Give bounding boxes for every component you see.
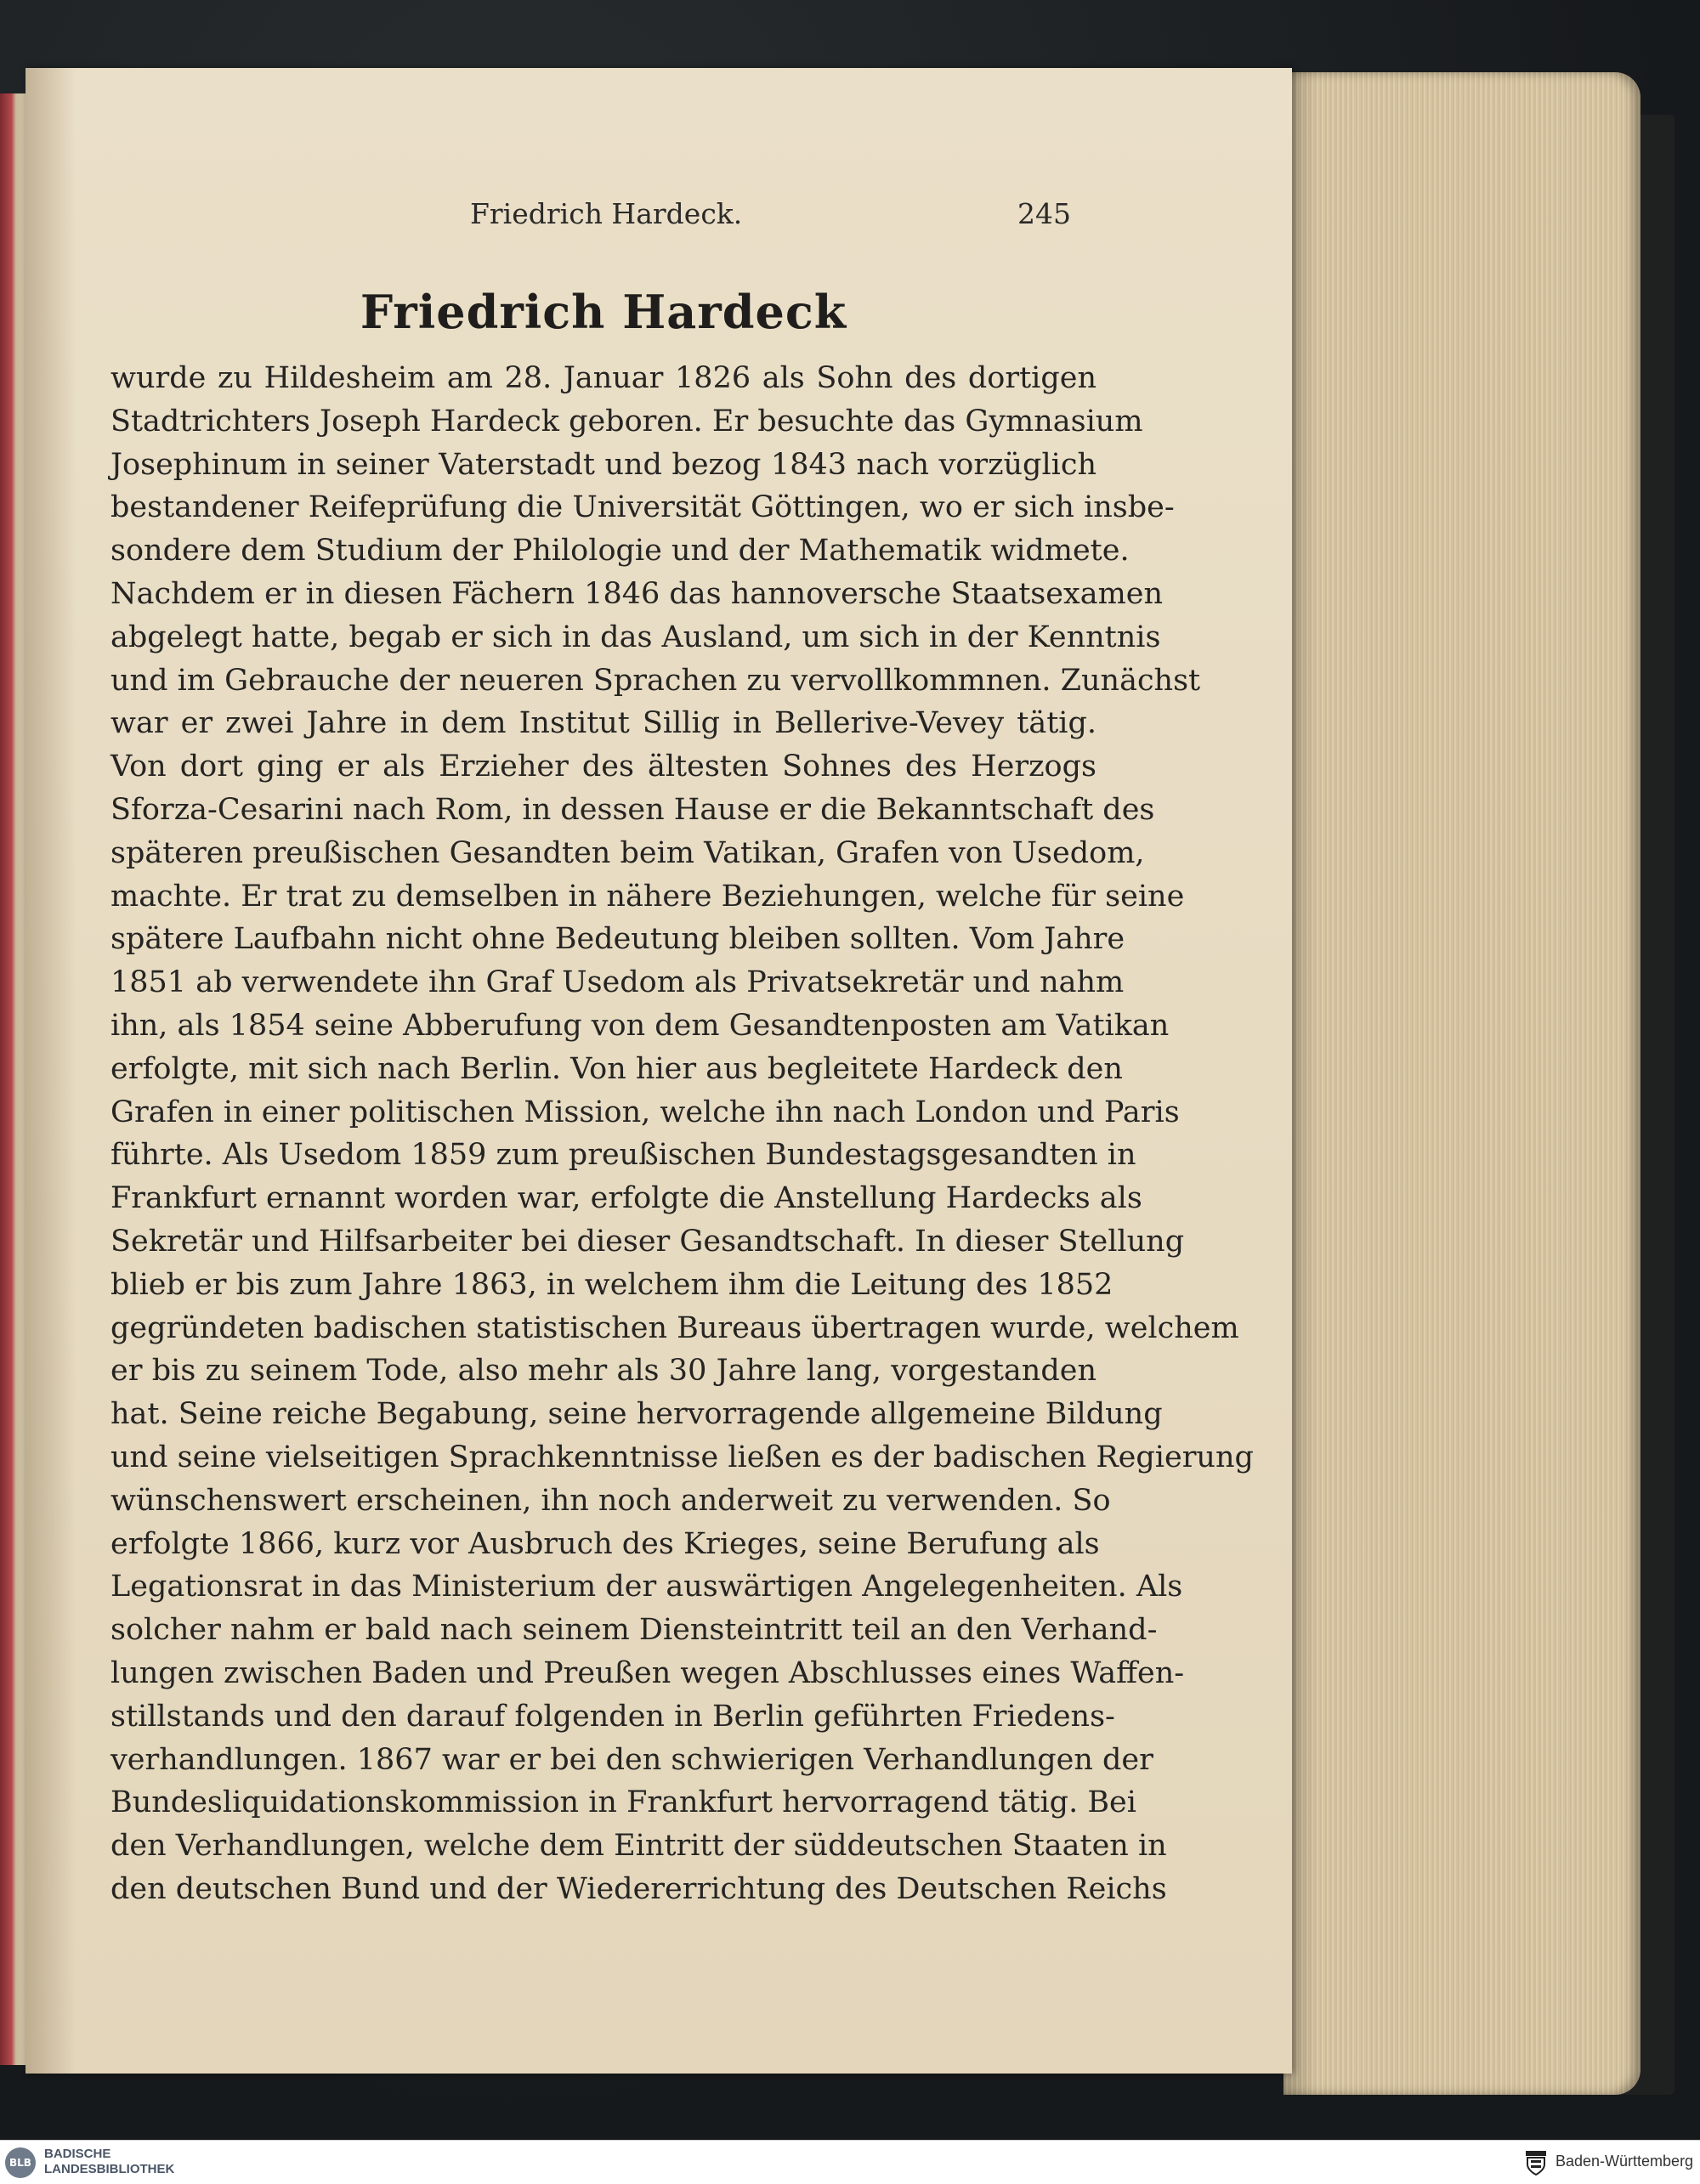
text-line: gegründeten badischen statistischen Bureaus übertragen wurde, welchem [110,1310,1239,1345]
text-line: 1851 ab verwendete ihn Graf Usedom als Privatsekretär und nahm [110,965,1125,1000]
blb-logo-icon[interactable]: BLB [5,2147,36,2178]
text-line: führte. Als Usedom 1859 zum preußischen Bundestagsgesandten in [110,1138,1136,1173]
text-line: machte. Er trat zu demselben in nähere Beziehungen, welche für seine [110,879,1185,914]
baden-wuerttemberg-crest-icon[interactable] [1523,2149,1549,2176]
text-line: hat. Seine reiche Begabung, seine hervorragende allgemeine Bildung [110,1397,1163,1432]
text-line: Frankfurt ernannt worden war, erfolgte die Anstellung Hardecks als [110,1181,1142,1216]
text-line: verhandlungen. 1867 war er bei den schwierigen Verhandlungen der [110,1742,1153,1777]
text-line: Legationsrat in das Ministerium der auswärtigen Angelegenheiten. Als [110,1570,1183,1604]
text-line: wurde zu Hildesheim am 28. Januar 1826 als Sohn des dortigen [110,361,1096,395]
text-line: solcher nahm er bald nach seinem Diensteintritt teil an den Verhand- [110,1613,1158,1648]
text-line: sondere dem Studium der Philologie und der Mathematik widmete. [110,534,1130,569]
text-line: wünschenswert erscheinen, ihn noch anderweit zu verwenden. So [110,1483,1111,1518]
text-line: Sekretär und Hilfsarbeiter bei dieser Gesandtschaft. In dieser Stellung [110,1224,1185,1259]
page-gutter-shadow [26,68,76,2074]
running-head-title: Friedrich Hardeck. [470,197,743,230]
text-line: den Verhandlungen, welche dem Eintritt der süddeutschen Staaten in [110,1829,1167,1864]
library-name[interactable] [44,2147,248,2177]
state-name[interactable]: Baden-Württemberg [1556,2153,1694,2170]
text-line: späteren preußischen Gesandten beim Vatikan, Grafen von Usedom, [110,835,1145,870]
text-line: erfolgte, mit sich nach Berlin. Von hier aus begleitete Hardeck den [110,1051,1123,1086]
text-line: erfolgte 1866, kurz vor Ausbruch des Krieges, seine Berufung als [110,1526,1100,1561]
text-line: stillstands und den darauf folgenden in Berlin geführten Friedens- [110,1699,1115,1734]
text-line: Von dort ging er als Erzieher des ältesten Sohnes des Herzogs [110,750,1096,784]
running-head [442,197,1071,235]
text-line: er bis zu seinem Tode, also mehr als 30 Jahre lang, vorgestanden [110,1354,1096,1389]
text-line: Stadtrichters Joseph Hardeck geboren. Er besuchte das Gymnasium [110,404,1143,438]
text-line: den deutschen Bund und der Wiedererrichtung des Deutschen Reichs [110,1871,1167,1906]
text-line: lungen zwischen Baden und Preußen wegen Abschlusses eines Waffen- [110,1655,1185,1690]
text-line: war er zwei Jahre in dem Institut Sillig in Bellerive-Vevey tätig. [110,706,1096,741]
text-line: und im Gebrauche der neueren Sprachen zu vervollkommnen. Zunächst [110,663,1201,698]
text-line: und seine vielseitigen Sprachkenntnisse ließen es der badischen Regierung [110,1440,1254,1474]
viewer-footer [0,2140,1700,2184]
text-line: spätere Laufbahn nicht ohne Bedeutung bleiben sollten. Vom Jahre [110,922,1125,957]
text-line: Josephinum in seiner Vaterstadt und bezog 1843 nach vorzüglich [110,447,1096,482]
left-page-edge [0,93,29,2065]
article-body [110,357,1254,1911]
text-line: Nachdem er in diesen Fächern 1846 das hannoversche Staatsexamen [110,576,1164,611]
text-line: Bundesliquidationskommission in Frankfurt hervorragend tätig. Bei [110,1785,1136,1820]
text-line: ihn, als 1854 seine Abberufung von dem Gesandtenposten am Vatikan [110,1008,1170,1043]
page-edges [1284,72,1640,2095]
text-line: abgelegt hatte, begab er sich in das Ausland, um sich in der Kenntnis [110,620,1161,654]
text-line: blieb er bis zum Jahre 1863, in welchem ihm die Leitung des 1852 [110,1267,1114,1302]
library-name-line1: BADISCHE [44,2147,111,2161]
library-name-line2: LANDESBIBLIOTHEK [44,2162,175,2176]
article-title: Friedrich Hardeck [360,285,847,339]
page-number: 245 [1017,197,1071,230]
text-line: bestandener Reifeprüfung die Universität Göttingen, wo er sich insbe- [110,490,1175,525]
text-line: Grafen in einer politischen Mission, welche ihn nach London und Paris [110,1095,1180,1129]
text-line: Sforza-Cesarini nach Rom, in dessen Hause er die Bekanntschaft des [110,792,1155,827]
